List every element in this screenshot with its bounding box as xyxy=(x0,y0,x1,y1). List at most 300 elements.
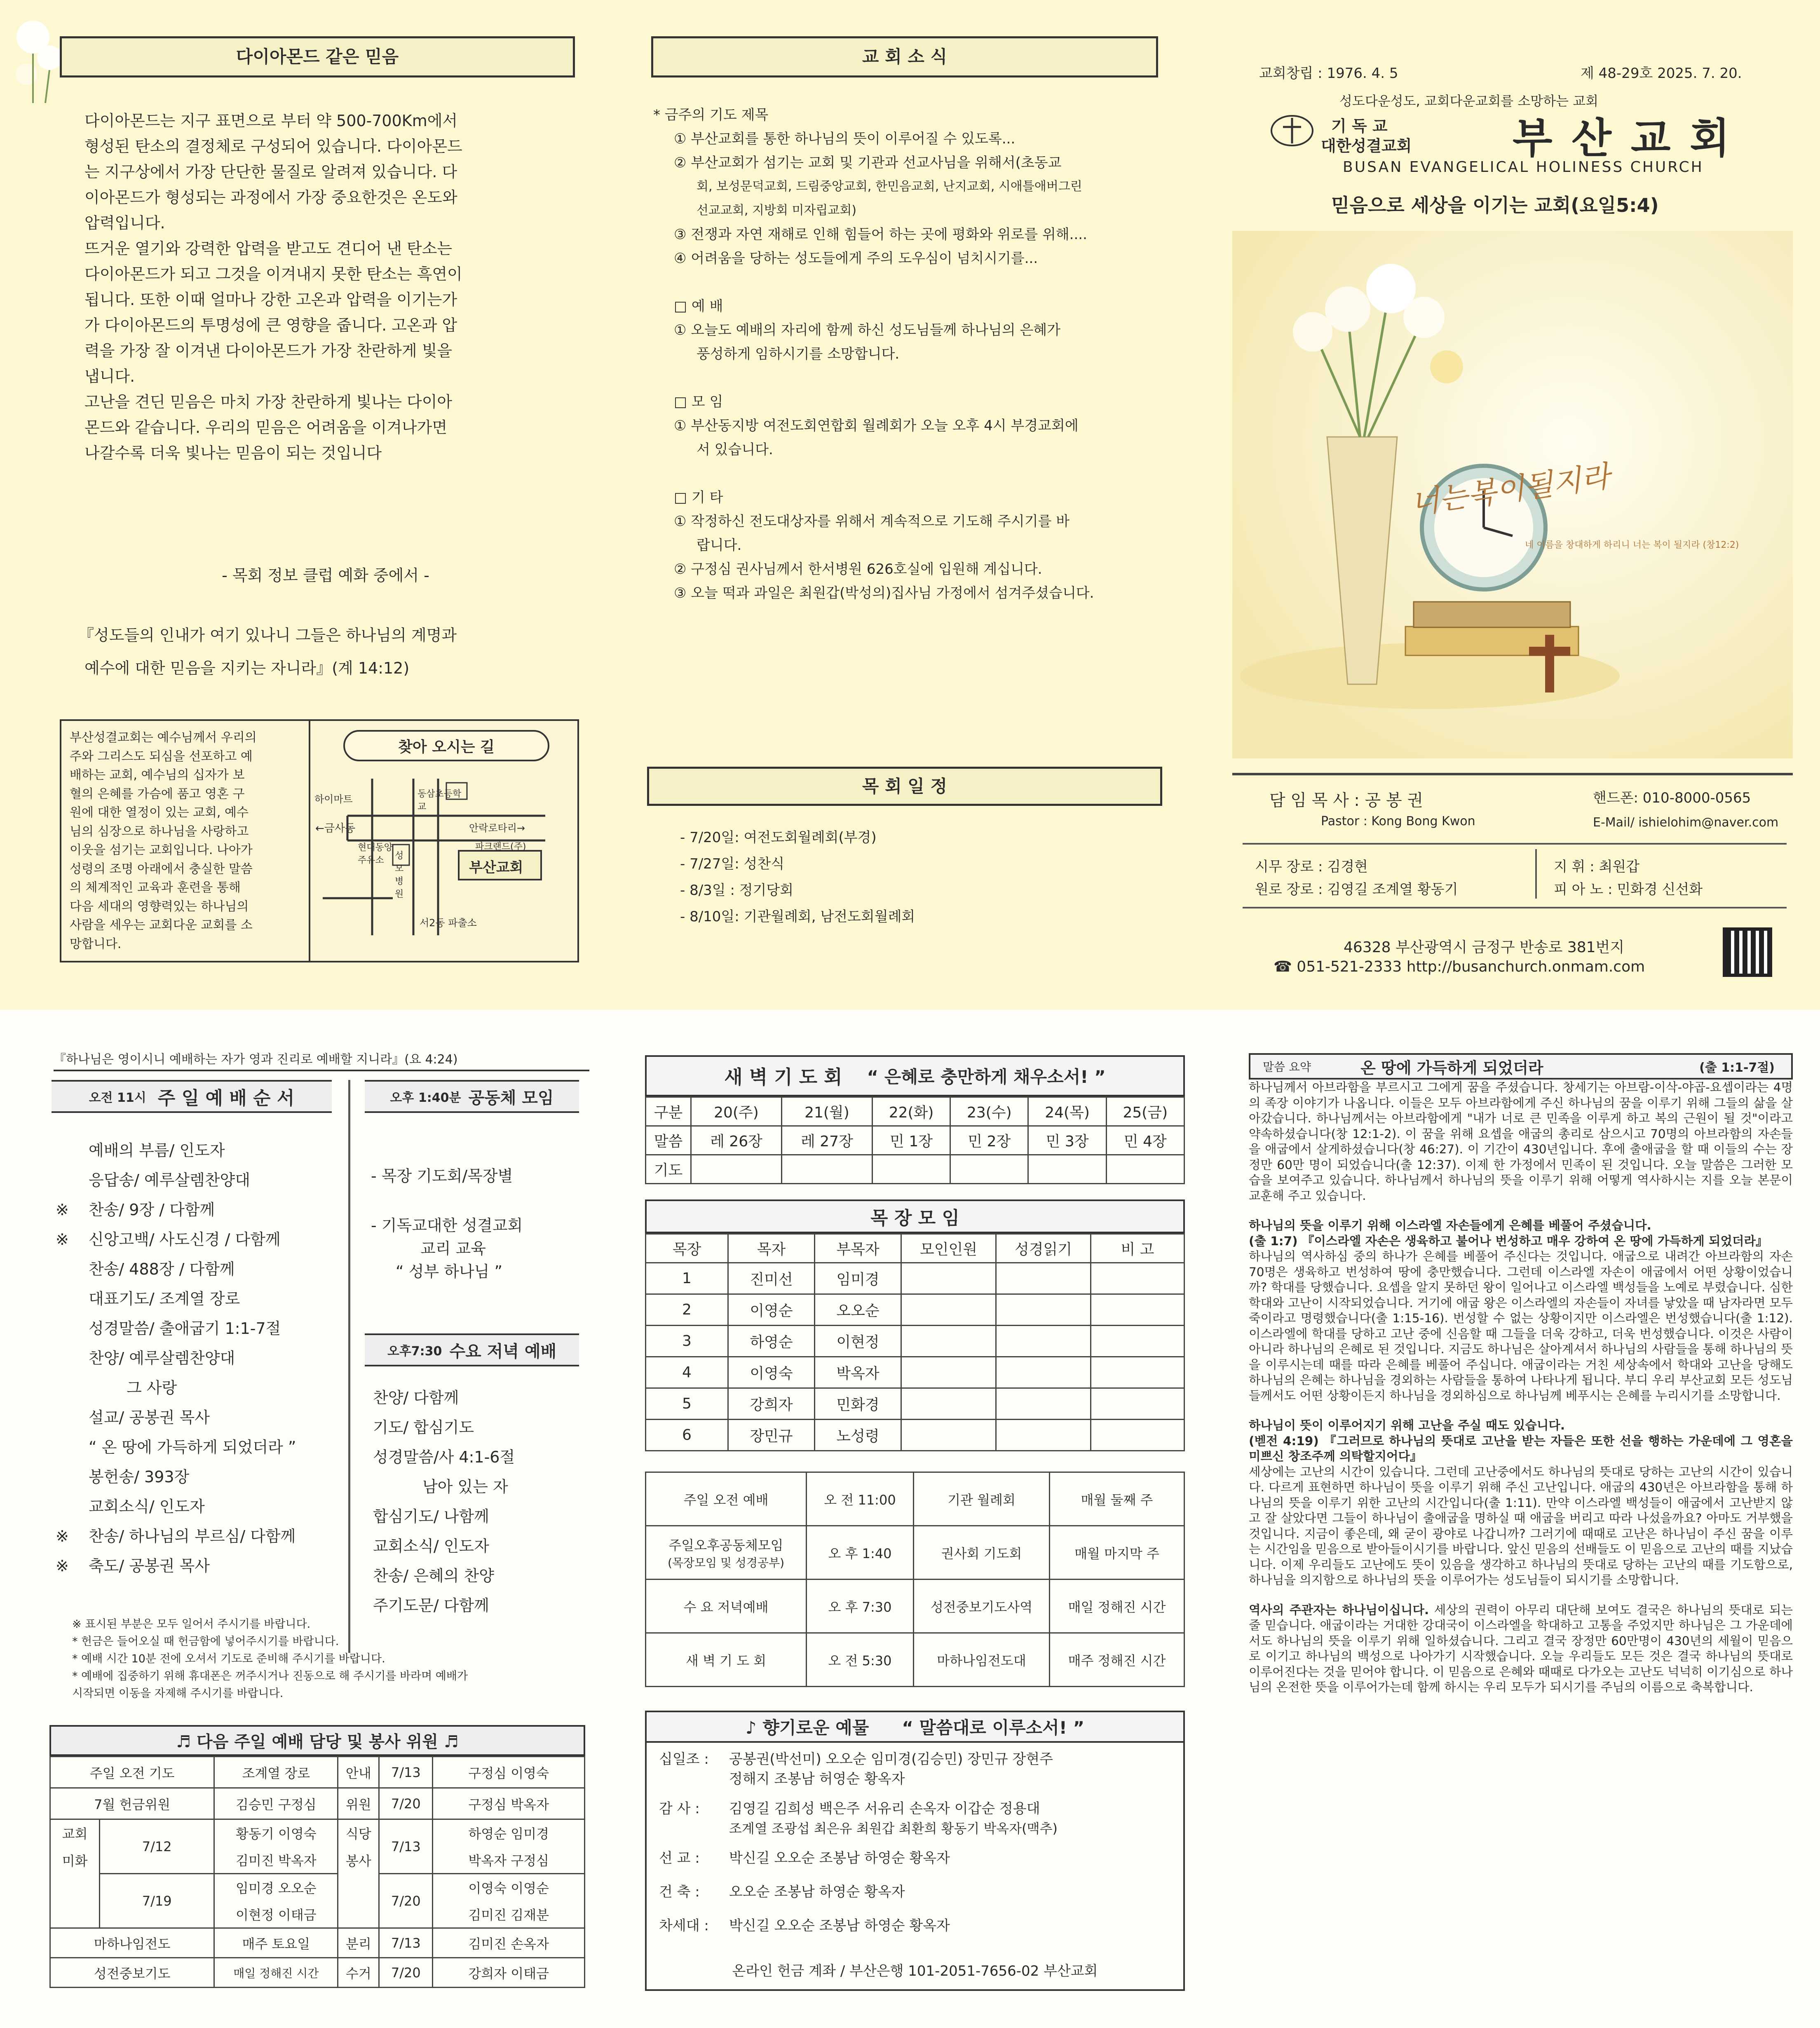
schedule-cell: 오 후 1:40 xyxy=(807,1526,914,1580)
pianists: 피 아 노 : 민화경 신선화 xyxy=(1554,881,1703,898)
pastoral-item: - 7/20일: 여전도회월례회(부경) xyxy=(680,829,877,846)
sunday-time: 오전 11시 xyxy=(89,1091,146,1105)
offering-kind: 선 교 : xyxy=(659,1850,700,1866)
duty-cell: 강희자 이태금 xyxy=(433,1958,585,1988)
offering-kind: 감 사 : xyxy=(659,1800,700,1817)
sermon-verse: (벧전 4:19) 『그러므로 하나님의 뜻대로 고난을 받는 자들은 또한 선을 행하는 가운데에 그 영혼을 미쁘신 창조주께 의탁할지어다』 xyxy=(1249,1434,1793,1463)
groups-cell: 부목자 xyxy=(815,1234,901,1263)
sermon-header xyxy=(1249,1053,1793,1080)
schedule-cell: 오 전 11:00 xyxy=(807,1472,914,1526)
order-header-verse: 『하나님은 영이시니 예배하는 자가 영과 진리로 예배할 지니라』(요 4:24) xyxy=(54,1049,589,1071)
duty-cell: 7/13 xyxy=(379,1928,433,1958)
diamond-line: 뜨거운 열기와 강력한 압력을 받고도 견디어 낸 탄소는 xyxy=(84,239,453,258)
groups-cell: 6 xyxy=(646,1420,728,1451)
map-label-school: 동삼초등학교 xyxy=(417,789,462,812)
diamond-line: 나갈수록 더욱 빛나는 믿음이 되는 것입니다 xyxy=(84,444,382,462)
diamond-line: 됩니다. 또한 이때 얼마나 강한 고온과 압력을 이기는가 xyxy=(84,291,457,309)
church-contact[interactable]: ☎ 051-521-2333 http://busanchurch.onmam.com xyxy=(1274,958,1645,975)
duty-cell: 마하나임전도 xyxy=(50,1928,214,1958)
sunday-title-box xyxy=(52,1080,332,1113)
duty-cell-blank xyxy=(338,1874,379,1901)
duty-cell: 김미진 손옥자 xyxy=(433,1928,585,1958)
sermon-reference: (출 1:1-7절) xyxy=(1699,1061,1775,1075)
duty-cell: 교회 xyxy=(50,1819,100,1847)
duty-cell: 매일 정해진 시간 xyxy=(214,1958,338,1988)
schedule-cell: 새 벽 기 도 회 xyxy=(646,1633,807,1687)
groups-blank xyxy=(1091,1357,1184,1388)
duty-cell: 이현정 이태금 xyxy=(214,1901,338,1928)
cover-spread xyxy=(0,0,1820,1010)
groups-cell: 임미경 xyxy=(815,1263,901,1294)
map-label-church: 부산교회 xyxy=(469,859,523,876)
schedule-cell: 마하나임전도대 xyxy=(914,1633,1050,1687)
duty-cell-blank xyxy=(50,1901,100,1928)
intro-line: 이웃을 섬기는 교회입니다. 나아가 xyxy=(70,843,253,857)
schedule-cell: 매월 마지막 주 xyxy=(1050,1526,1184,1580)
duty-table xyxy=(49,1756,585,1988)
offering-names: 공봉권(박선미) 오오순 임미경(김승민) 장민규 장현주 xyxy=(729,1751,1053,1767)
dawn-cell: 민 3장 xyxy=(1028,1126,1106,1155)
order-item: 예배의 부름/ 인도자 xyxy=(89,1141,225,1160)
pastor-email: E-Mail/ ishielohim@naver.com xyxy=(1593,815,1779,830)
duty-cell: 7/13 xyxy=(379,1757,433,1788)
offering-subtitle: “ 말씀대로 이루소서! ” xyxy=(902,1718,1085,1738)
note-line: * 예배 시간 10분 전에 오셔서 기도로 준비해 주시기를 바랍니다. xyxy=(72,1652,385,1665)
meeting-item: 서 있습니다. xyxy=(697,441,773,458)
community-title: 공동체 모임 xyxy=(468,1088,554,1108)
dawn-cell: 레 27장 xyxy=(781,1126,872,1155)
groups-blank xyxy=(901,1326,996,1357)
intro-line: 의 체계적인 교육과 훈련을 통해 xyxy=(70,880,241,895)
church-name: 부 산 교 회 xyxy=(1513,114,1732,162)
groups-blank xyxy=(1091,1263,1184,1294)
worship-heading: □ 예 배 xyxy=(674,298,723,315)
schedule-cell: 기관 월례회 xyxy=(914,1472,1050,1526)
groups-cell: 장민규 xyxy=(728,1420,815,1451)
dawn-cell: 22(화) xyxy=(872,1097,950,1126)
map-label-geumsa: ←금사동 xyxy=(315,822,356,835)
duty-cell: 7/13 xyxy=(379,1819,433,1874)
duty-cell: 황동기 이영숙 xyxy=(214,1819,338,1847)
order-item: 교회소식/ 인도자 xyxy=(89,1498,205,1516)
offering-kind: 차세대 : xyxy=(659,1918,709,1934)
offering-names: 정해지 조봉남 허영순 황옥자 xyxy=(729,1771,905,1787)
duty-cell: 7월 헌금위원 xyxy=(50,1788,214,1819)
order-item: 찬양/ 예루살렘찬양대 xyxy=(89,1349,235,1367)
groups-blank xyxy=(996,1294,1091,1326)
cover-issue: 제 48-29호 2025. 7. 20. xyxy=(1581,65,1742,82)
worship-notes xyxy=(72,1616,587,1702)
diamond-line: 몬드와 같습니다. 우리의 믿음은 어려움을 이겨나가면 xyxy=(84,418,448,437)
sermon-point-heading: 하나님이 뜻이 이루어지기 위해 고난을 주실 때도 있습니다. xyxy=(1249,1418,1565,1432)
prayer-item: ③ 전쟁과 자연 재해로 인해 힘들어 하는 곳에 평화와 위로를 위해.... xyxy=(674,226,1087,243)
duty-cell: 미화 xyxy=(50,1847,100,1874)
order-item: ※ 찬송/ 9장 / 다함께 xyxy=(56,1195,344,1225)
map-panel[interactable] xyxy=(309,721,579,961)
duty-cell: 성전중보기도 xyxy=(50,1958,214,1988)
groups-cell: 진미선 xyxy=(728,1263,815,1294)
order-item: 대표기도/ 조계열 장로 xyxy=(89,1290,240,1308)
inner-spread xyxy=(0,1010,1820,2028)
diamond-line: 고난을 견딘 믿음은 마치 가장 찬란하게 빛나는 다이아 xyxy=(84,393,453,411)
worship-item: 풍성하게 임하시기를 소망합니다. xyxy=(697,346,900,362)
dawn-cell: 23(수) xyxy=(950,1097,1028,1126)
groups-cell: 목자 xyxy=(728,1234,815,1263)
duty-cell-blank xyxy=(338,1901,379,1928)
offering-row xyxy=(659,1799,1178,1838)
dawn-cell: 민 1장 xyxy=(872,1126,950,1155)
order-item: 봉헌송/ 393장 xyxy=(89,1468,190,1486)
diamond-line: 이아몬드가 형성되는 과정에서 가장 중요한것은 온도와 xyxy=(84,188,457,207)
duty-cell: 하영순 임미경 xyxy=(433,1819,585,1847)
sermon-paragraph: 하나님께서 아브라함을 부르시고 그에게 꿈을 주셨습니다. 창세기는 아브람-이삭-야곱-요셉이라는 4명의 족장 이야기가 나옵니다. 이들은 모두 아브라함에게 주신 하나님의 꿈을 이루기 위해 그들의 삶을 살아갔습니다. 하나님께서는 아브라함에게 "내가 너로 큰 민족을 이루게 하고 복의 근원이 될 것"이라고 약속하셨습니다(창 12:1-2). 이 꿈을 위해 요셉을 애굽의 총리로 삼으시고 70명의 아브라함의 자손들을 애굽에서 살게하셨습니다(창 46:27). 이 기간이 430년입니다. 후에 출애굽을 할 때 이들의 수는 장정만 60만 명이 되었습니다(출 12:37). 이제 한 가정에서 민족이 된 것입니다. 오늘 말씀은 그러한 모습을 보여주고 있습니다. 하나님께서 하나님의 뜻을 이루기 위해 어떻게 역사하시는 지를 오늘 본문이 교훈해 주고 있습니다. xyxy=(1249,1080,1793,1203)
dawn-subtitle: “ 은혜로 충만하게 채우소서! ” xyxy=(867,1067,1106,1087)
note-line: 시작되면 이동을 자제해 주시기를 바랍니다. xyxy=(72,1687,284,1700)
diamond-line: 형성된 탄소의 결정체로 구성되어 있습니다. 다이아몬드 xyxy=(84,137,462,155)
diamond-line: 압력입니다. xyxy=(84,214,165,232)
prayer-item: ② 부산교회가 섬기는 교회 및 기관과 선교사님을 위해서(초동교 xyxy=(674,155,1062,171)
groups-cell: 모인인원 xyxy=(901,1234,996,1263)
elder-divider-2 xyxy=(1243,907,1787,908)
pastor-phone: 핸드폰: 010-8000-0565 xyxy=(1593,790,1751,806)
etc-item: ② 구정심 권사님께서 한서병원 626호실에 입원해 계십니다. xyxy=(674,561,1042,577)
schedule-cell: 성전중보기도사역 xyxy=(914,1580,1050,1633)
duty-cell: 임미경 오오순 xyxy=(214,1874,338,1901)
order-item: 그 사랑 xyxy=(122,1379,177,1397)
groups-cell: 박옥자 xyxy=(815,1357,901,1388)
pastoral-list xyxy=(680,824,1133,930)
groups-blank xyxy=(996,1388,1091,1420)
news-body xyxy=(653,103,1197,605)
schedule-cell: 매일 정해진 시간 xyxy=(1050,1580,1184,1633)
intro-line: 망합니다. xyxy=(70,937,122,951)
pastoral-item: - 8/10일: 기관월례회, 남전도회월례회 xyxy=(680,908,915,925)
offering-row xyxy=(659,1916,1178,1936)
map-label-rotary: 안락로타리→ xyxy=(469,822,525,834)
etc-item: ① 작정하신 전도대상자를 위해서 계속적으로 기도해 주시기를 바 xyxy=(674,513,1070,530)
groups-blank xyxy=(1091,1294,1184,1326)
cover-slogan: 성도다운성도, 교회다운교회를 소망하는 교회 xyxy=(1339,93,1599,109)
worship-item: ① 오늘도 예배의 자리에 함께 하신 성도님들께 하나님의 은혜가 xyxy=(674,322,1061,338)
groups-blank xyxy=(901,1263,996,1294)
prayer-heading: * 금주의 기도 제목 xyxy=(653,107,769,123)
conductor: 지 휘 : 최원갑 xyxy=(1554,859,1640,875)
calligraphy: 너는복이될지라 xyxy=(1408,458,1612,521)
groups-blank xyxy=(901,1420,996,1451)
dawn-cell: 기도 xyxy=(646,1155,691,1184)
offering-kind: 십일조 : xyxy=(659,1751,709,1767)
note-line: * 예배에 집중하기 위해 휴대폰은 꺼주시거나 진동으로 해 주시기를 바라며 예배가 xyxy=(72,1670,468,1683)
offering-names: 오오순 조봉남 하영순 황옥자 xyxy=(729,1884,905,1900)
order-item: 찬송/ 488장 / 다함께 xyxy=(89,1260,235,1278)
dawn-cell xyxy=(872,1155,950,1184)
sermon-paragraph: 세상의 권력이 아무리 대단해 보여도 결국은 하나님의 뜻대로 되는 줄 믿습니다. 애굽이라는 거대한 강대국이 이스라엘을 학대하고 고통을 주었지만 하나님은 그 가운데에서도 하나님의 뜻을 이루기 위해 일하셨습니다. 그리고 결국 장정만 60만명이 430년의 세월이 믿음으로 이기고 하나님의 백성으로 나아가기 시작했습니다. 오늘 우리들도 모든 것은 결국 하나님의 뜻대로 이루어진다는 것을 믿어야 합니다. 이 믿음으로 은혜와 때때로 다가오는 고난도 넉넉히 이기심으로 하나님의 온전한 뜻을 이루어가는데 함께 하시는 우리 모두가 되시기를 주님의 이름으로 축복합니다. xyxy=(1249,1603,1793,1694)
qr-code[interactable] xyxy=(1723,927,1772,977)
calligraphy-verse: 네 이름을 창대하게 하리니 너는 복이 될지라 (창12:2) xyxy=(1525,540,1739,550)
groups-blank xyxy=(996,1420,1091,1451)
groups-blank xyxy=(901,1294,996,1326)
prayer-item: 회, 보성문덕교회, 드림중앙교회, 한민음교회, 난지교회, 시애틀애버그린 xyxy=(697,179,1082,194)
schedule-sublabel: (목장모임 및 성경공부) xyxy=(667,1556,785,1570)
dawn-cell: 20(주) xyxy=(691,1097,782,1126)
retired-elders: 원로 장로 : 김영길 조계열 황동기 xyxy=(1255,881,1458,898)
sermon-label: 말씀 요약 xyxy=(1263,1060,1311,1074)
etc-heading: □ 기 타 xyxy=(674,489,723,506)
intro-line: 원에 대한 열정이 있는 교회, 예수 xyxy=(70,805,249,820)
duty-cell: 7/12 xyxy=(100,1819,214,1874)
cover-info-rule xyxy=(1232,773,1793,775)
offering-box xyxy=(645,1711,1185,1991)
groups-blank xyxy=(1091,1326,1184,1357)
groups-cell: 3 xyxy=(646,1326,728,1357)
groups-blank xyxy=(1091,1388,1184,1420)
wednesday-title-box xyxy=(365,1333,579,1366)
sermon-point-heading: 하나님의 뜻을 이루기 위해 이스라엘 자손들에게 은혜를 베풀어 주셨습니다. xyxy=(1249,1218,1651,1232)
groups-cell: 2 xyxy=(646,1294,728,1326)
church-motto: 믿음으로 세상을 이기는 교회(요일5:4) xyxy=(1331,194,1659,216)
duty-cell: 김승민 구정심 xyxy=(214,1788,338,1819)
schedule-cell xyxy=(646,1526,807,1580)
schedule-label: 주일오후공동체모임 xyxy=(668,1537,783,1553)
prayer-item: 선교교회, 지방회 미자립교회) xyxy=(697,203,857,218)
order-item: 성경말씀/ 출애굽기 1:1-7절 xyxy=(89,1319,281,1338)
order-column-divider xyxy=(348,1080,350,1653)
intro-line: 님의 심장으로 하나님을 사랑하고 xyxy=(70,824,249,839)
dawn-table xyxy=(645,1096,1185,1184)
diamond-line: 다이아몬드는 지구 표면으로 부터 약 500-700Km에서 xyxy=(84,112,458,130)
sermon-verse: (출 1:7) 『이스라엘 자손은 생육하고 불어나 번성하고 매우 강하여 온 땅에 가득하게 되었더라』 xyxy=(1249,1234,1768,1248)
map-label-hospital: 성모병원 xyxy=(395,851,404,899)
meeting-item: ① 부산동지방 여전도회연합회 월례회가 오늘 오후 4시 부경교회에 xyxy=(674,418,1079,434)
order-item: 설교/ 공봉권 목사 xyxy=(89,1408,210,1427)
community-item: - 목장 기도회/목장별 xyxy=(371,1167,513,1185)
offering-names: 박신길 오오순 조봉남 하영순 황옥자 xyxy=(729,1918,950,1934)
pastoral-item: - 7/27일: 성찬식 xyxy=(680,856,785,872)
cover-founded: 교회창립 : 1976. 4. 5 xyxy=(1259,65,1398,82)
schedule-cell: 주일 오전 예배 xyxy=(646,1472,807,1526)
intro-text xyxy=(70,728,300,953)
wednesday-item: 성경말씀/사 4:1-6절 xyxy=(373,1448,515,1466)
duty-title: ♬ 다음 주일 예배 담당 및 봉사 위원 ♬ xyxy=(176,1732,459,1751)
schedule-cell: 권사회 기도회 xyxy=(914,1526,1050,1580)
diamond-source: - 목회 정보 클럽 예화 중에서 - xyxy=(222,566,429,584)
wednesday-title: 수요 저녁 예배 xyxy=(449,1342,557,1361)
intro-line: 성령의 조명 아래에서 충실한 말씀 xyxy=(70,861,253,876)
dawn-title: 새 벽 기 도 회 xyxy=(724,1066,842,1088)
duty-cell: 7/20 xyxy=(379,1874,433,1928)
diamond-verse-2: 예수에 대한 믿음을 지키는 자니라』(계 14:12) xyxy=(84,659,410,677)
dawn-cell xyxy=(950,1155,1028,1184)
offering-row xyxy=(659,1882,1178,1902)
groups-blank xyxy=(901,1388,996,1420)
duty-cell: 위원 xyxy=(338,1788,379,1819)
order-item: ※ 신앙고백/ 사도신경 / 다함께 xyxy=(56,1225,344,1254)
sermon-paragraph: 하나님의 역사하심 중의 하나가 은혜를 베풀어 주신다는 것입니다. 애굽으로 내려간 아브라함의 자손 70명은 생육하고 번성하여 땅에 충만했습니다. 그런데 이스라엘 자손이 애굽에서 어떤 상황이었습니까? 학대를 당했습니다. 요셉을 알지 못하던 왕이 일어나고 이스라엘 백성들을 노예로 부렸습니다. 심한 학대와 고난이 시작되었습니다. 거기에 애굽 왕은 이스라엘의 자손들이 자녀를 낳았을 때 남자라면 모두 죽이라고 명령했습니다(출 1:15-16). 번성할 수 없는 상황이지만 이스라엘은 번성했습니다(출 1:12). 이스라엘에 학대를 당하고 고난 중에 신음할 때 그들을 더욱 강하고, 더욱 번성했습니다. 이것은 사람이 아니라 하나님의 은혜로 된 것입니다. 지금도 하나님은 살아계셔서 하나님의 사람들을 통해 하나님의 뜻을 이루시는데 때를 따라 은혜를 베풀어 주십니다. 애굽이라는 거친 세상속에서 학대와 고난을 당해도 하나님의 은혜는 하나님을 경외하는 사람들을 통하여 나타나게 됩니다. 부디 우리 부산교회 모든 성도님들께서도 어떤 상황이든지 하나님을 경외하심으로 하나님께 베푸시는 은혜를 누리시기를 소망합니다. xyxy=(1249,1249,1793,1403)
groups-title: 목 장 모 임 xyxy=(870,1208,959,1229)
offering-title-bar xyxy=(647,1712,1183,1743)
offering-list xyxy=(659,1749,1178,1936)
wednesday-item: 주기도문/ 다함께 xyxy=(373,1596,489,1615)
duty-cell: 7/20 xyxy=(379,1958,433,1988)
community-title-box xyxy=(365,1080,579,1113)
groups-title-box xyxy=(645,1199,1185,1233)
groups-cell: 이영숙 xyxy=(728,1357,815,1388)
groups-cell: 민화경 xyxy=(815,1388,901,1420)
duty-cell: 봉사 xyxy=(338,1847,379,1874)
duty-cell: 이영숙 이영순 xyxy=(433,1874,585,1901)
sunday-title: 주 일 예 배 순 서 xyxy=(157,1088,295,1109)
active-elder: 시무 장로 : 김경현 xyxy=(1255,859,1368,875)
intro-line: 주와 그리스도 되심을 선포하고 예 xyxy=(70,749,253,764)
intro-box xyxy=(60,719,579,962)
duty-cell: 김미진 김재분 xyxy=(433,1901,585,1928)
diamond-title-box xyxy=(60,36,575,77)
dawn-cell xyxy=(781,1155,872,1184)
groups-blank xyxy=(996,1263,1091,1294)
duty-cell: 조계열 장로 xyxy=(214,1757,338,1788)
diamond-line: 는 지구상에서 가장 단단한 물질로 알려져 있습니다. 다 xyxy=(84,163,457,181)
groups-cell: 노성령 xyxy=(815,1420,901,1451)
dawn-cell xyxy=(1028,1155,1106,1184)
dawn-cell: 24(목) xyxy=(1028,1097,1106,1126)
sermon-body xyxy=(1249,1080,1793,1695)
pastoral-title-box xyxy=(647,767,1162,806)
map-label-police: 서2동 파출소 xyxy=(420,917,477,929)
wednesday-item: 교회소식/ 인도자 xyxy=(373,1537,489,1555)
dawn-cell: 레 26장 xyxy=(691,1126,782,1155)
wednesday-item: 찬송/ 은혜의 찬양 xyxy=(373,1567,494,1585)
groups-blank xyxy=(996,1326,1091,1357)
schedule-cell: 수 요 저녁예배 xyxy=(646,1580,807,1633)
duty-cell: 구정심 이영숙 xyxy=(433,1757,585,1788)
community-item: “ 성부 하나님 ” xyxy=(396,1263,503,1281)
schedule-table xyxy=(645,1472,1185,1687)
community-item: 교리 교육 xyxy=(420,1239,486,1258)
wednesday-item: 남아 있는 자 xyxy=(422,1478,508,1496)
prayer-item: ④ 어려움을 당하는 성도들에게 주의 도우심이 넘치시기를... xyxy=(674,250,1038,267)
dawn-cell: 민 4장 xyxy=(1106,1126,1184,1155)
groups-cell: 오오순 xyxy=(815,1294,901,1326)
online-account[interactable]: 온라인 헌금 계좌 / 부산은행 101-2051-7656-02 부산교회 xyxy=(732,1963,1098,1979)
schedule-cell: 매주 정해진 시간 xyxy=(1050,1633,1184,1687)
sermon-title: 온 땅에 가득하게 되었더라 xyxy=(1360,1059,1543,1077)
diamond-body xyxy=(84,108,567,466)
pastoral-item: - 8/3일 : 정기당회 xyxy=(680,882,794,899)
dawn-title-box xyxy=(645,1055,1185,1096)
groups-cell: 이영순 xyxy=(728,1294,815,1326)
diamond-line: 력을 가장 잘 이겨낸 다이아몬드가 가장 찬란하게 빛을 xyxy=(84,342,453,360)
community-item: - 기독교대한 성결교회 xyxy=(371,1216,523,1235)
cover-denom-1: 기 독 교 xyxy=(1331,117,1388,135)
duty-title-box xyxy=(49,1725,585,1756)
elder-divider xyxy=(1243,843,1787,845)
prayer-item: ① 부산교회를 통한 하나님의 뜻이 이루어질 수 있도록... xyxy=(674,131,1016,147)
stand-mark: ※ xyxy=(56,1527,69,1545)
note-line: ※ 표시된 부분은 모두 일어서 주시기를 바랍니다. xyxy=(72,1618,311,1631)
groups-cell: 5 xyxy=(646,1388,728,1420)
duty-cell: 분리 xyxy=(338,1928,379,1958)
diamond-title: 다이아몬드 같은 믿음 xyxy=(236,47,399,67)
order-item: “ 온 땅에 가득하게 되었더라 ” xyxy=(89,1438,296,1456)
wednesday-item: 기도/ 합심기도 xyxy=(373,1418,474,1436)
groups-table xyxy=(645,1233,1185,1451)
groups-blank xyxy=(1091,1420,1184,1451)
duty-cell: 구정심 박옥자 xyxy=(433,1788,585,1819)
offering-row xyxy=(659,1848,1178,1868)
stand-mark: ※ xyxy=(56,1557,69,1575)
intro-line: 부산성결교회는 예수님께서 우리의 xyxy=(70,730,257,745)
map-label-himart: 하이마트 xyxy=(314,793,353,805)
schedule-cell: 오 전 5:30 xyxy=(807,1633,914,1687)
schedule-cell: 오 후 7:30 xyxy=(807,1580,914,1633)
community-list xyxy=(371,1164,585,1283)
intro-line: 사람을 세우는 교회다운 교회를 소 xyxy=(70,918,253,932)
wednesday-item: 찬양/ 다함께 xyxy=(373,1389,459,1407)
map-label-parkland: 파크랜드(주) xyxy=(475,842,526,852)
duty-cell: 주일 오전 기도 xyxy=(50,1757,214,1788)
groups-cell: 4 xyxy=(646,1357,728,1388)
schedule-cell: 매월 둘째 주 xyxy=(1050,1472,1184,1526)
duty-cell: 박옥자 구정심 xyxy=(433,1847,585,1874)
dawn-cell: 25(금) xyxy=(1106,1097,1184,1126)
groups-blank xyxy=(996,1357,1091,1388)
stand-mark: ※ xyxy=(56,1201,69,1219)
groups-cell: 비 고 xyxy=(1091,1234,1184,1263)
stand-mark: ※ xyxy=(56,1230,69,1249)
meeting-heading: □ 모 임 xyxy=(674,394,723,410)
dawn-cell: 21(월) xyxy=(781,1097,872,1126)
groups-cell: 이현정 xyxy=(815,1326,901,1357)
dawn-cell xyxy=(1106,1155,1184,1184)
groups-cell: 성경읽기 xyxy=(996,1234,1091,1263)
community-time: 오후 1:40분 xyxy=(390,1091,461,1105)
news-title: 교 회 소 식 xyxy=(862,47,948,67)
sermon-paragraph: 세상에는 고난의 시간이 있습니다. 그런데 고난중에서도 하나님의 뜻대로 당하는 고난의 시간이 있습니다. 다르게 표현하면 하나님이 뜻을 이루기 위해 주신 고난입니다. 애굽의 430년은 아브라함을 통해 하나님의 뜻을 이루기 위한 고난의 시간입니다(출 1:11). 만약 이스라엘 백성들이 애굽에서 고난받지 않고 잘 살았다면 그들이 하나님이 출애굽을 명하실 때 애굽을 버리고 따라 나섰을까요? 아마도 거부했을 것입니다. 지금이 좋은데, 왜 굳이 광야로 나갑니까? 그러기에 때때로 고난은 하나님이 주신 꿈을 이루는 시간임을 믿음으로 받아들이시기를 바랍니다. 앞신 믿음의 선배들도 이 믿음으로 고난의 때를 지났습니다. 이제 우리들도 고난에도 뜻이 있음을 생각하고 하나님의 뜻대로 당하는 고난의 때를 기도함으로, 하나님을 의지함으로 하나님의 뜻을 이루어가는 성도님들이 되시기를 소망합니다. xyxy=(1249,1465,1793,1587)
sermon-point-heading: 역사의 주관자는 하나님이십니다. xyxy=(1249,1603,1429,1617)
duty-cell: 수거 xyxy=(338,1958,379,1988)
duty-cell: 식당 xyxy=(338,1819,379,1847)
order-item: ※ 찬송/ 하나님의 부르심/ 다함께 xyxy=(56,1521,344,1551)
note-line: * 헌금은 들어오실 때 헌금함에 넣어주시기를 바랍니다. xyxy=(72,1635,339,1648)
etc-item: 랍니다. xyxy=(697,537,742,554)
elder-vdivider xyxy=(1535,849,1537,899)
dawn-cell: 구분 xyxy=(646,1097,691,1126)
news-title-box xyxy=(651,36,1158,77)
groups-blank xyxy=(901,1357,996,1388)
duty-cell-blank xyxy=(50,1874,100,1901)
duty-cell: 김미진 박옥자 xyxy=(214,1847,338,1874)
groups-cell: 하영순 xyxy=(728,1326,815,1357)
order-item: 응답송/ 예루살렘찬양대 xyxy=(89,1171,250,1189)
order-item: ※ 축도/ 공봉권 목사 xyxy=(56,1551,344,1581)
church-address: 46328 부산광역시 금정구 반송로 381번지 xyxy=(1344,939,1625,956)
pastor-label: 담 임 목 사 : 공 봉 권 xyxy=(1269,791,1423,810)
diamond-line: 냅니다. xyxy=(84,367,135,385)
offering-title: ♪ 향기로운 예물 xyxy=(745,1718,869,1738)
intro-line: 배하는 교회, 예수님의 십자가 보 xyxy=(70,768,245,782)
map-title: 찾아 오시는 길 xyxy=(398,738,495,756)
church-name-english: BUSAN EVANGELICAL HOLINESS CHURCH xyxy=(1343,159,1704,176)
wednesday-time: 오후7:30 xyxy=(387,1344,442,1359)
duty-cell: 7/20 xyxy=(379,1788,433,1819)
offering-names: 조계열 조광섭 최은유 최원갑 최환희 황동기 박옥자(맥추) xyxy=(729,1821,1058,1836)
intro-line: 혈의 은혜를 가슴에 품고 영혼 구 xyxy=(70,786,245,801)
wednesday-order xyxy=(373,1383,587,1620)
intro-line: 다음 세대의 영향력있는 하나님의 xyxy=(70,899,249,914)
offering-kind: 건 축 : xyxy=(659,1884,700,1900)
diamond-line: 다이아몬드가 되고 그것을 이겨내지 못한 탄소는 흑연이 xyxy=(84,265,462,283)
sunday-order xyxy=(56,1136,344,1581)
